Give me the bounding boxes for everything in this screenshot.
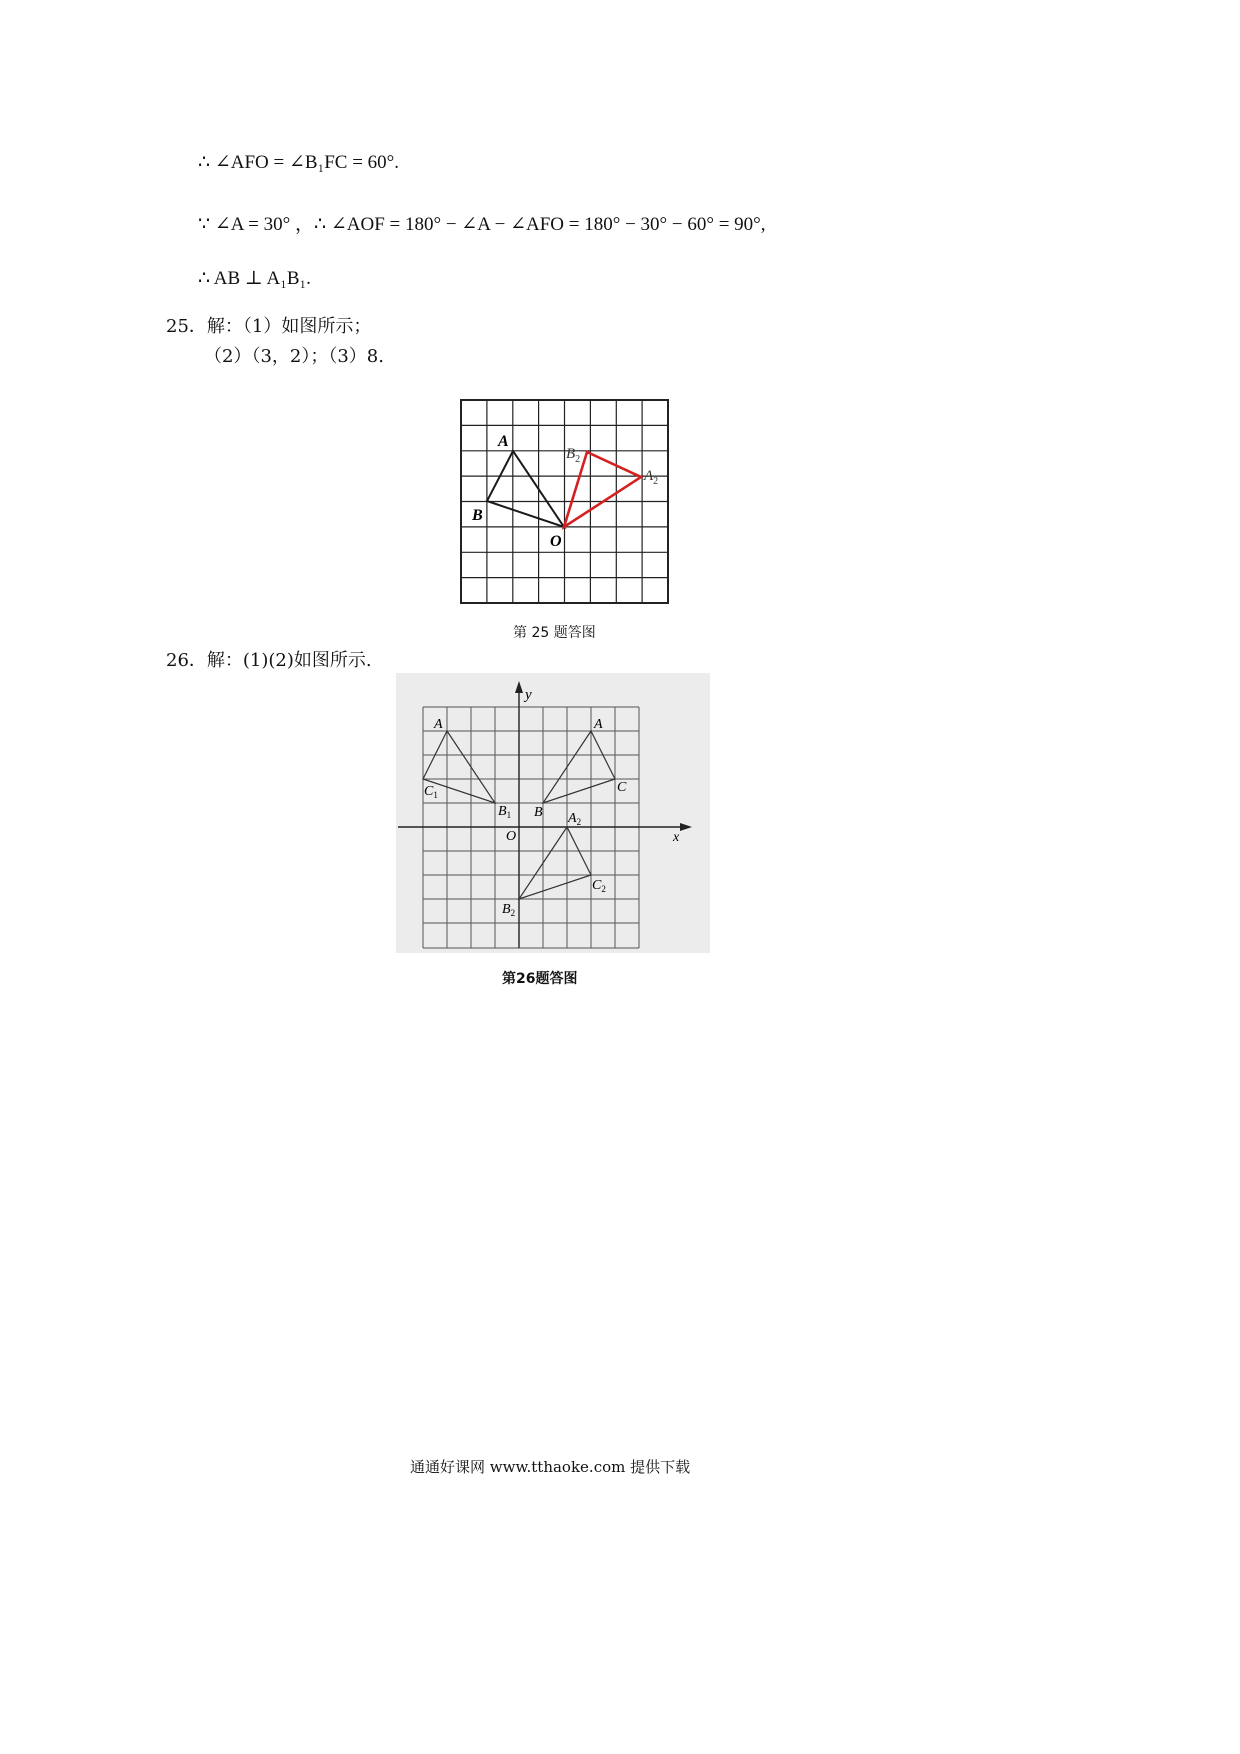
q25-label-a2-sub: 2 [653, 476, 659, 487]
q25-answer: （2）（3，2）；（3）8. [204, 346, 384, 367]
svg-text:B2 [566, 446, 580, 465]
q25-label-b2-sub: 2 [575, 454, 581, 465]
q26-background [396, 673, 710, 953]
q25-label-o: O [550, 533, 562, 550]
page-footer: 通通好课网 www.tthaoke.com 提供下载 [410, 1458, 691, 1476]
q26-label-b: B [534, 805, 543, 820]
q26-heading: 26．解：(1)(2)如图所示. [166, 650, 372, 671]
q26-label-c: C [617, 780, 627, 795]
q25-label-a2: A [644, 468, 654, 484]
q25-heading: 25．解：（1）如图所示； [166, 316, 372, 337]
q26-label-c2-sub: 2 [601, 884, 606, 894]
q26-label-y: y [525, 687, 532, 703]
q25-label-a: A [498, 433, 509, 450]
svg-text:A2 [643, 468, 658, 487]
q25-figure [458, 397, 672, 607]
q26-label-a2: A [568, 811, 577, 826]
q26-label-a: A [594, 717, 603, 732]
q26-label-x: x [673, 830, 680, 845]
q26-label-c1-sub: 1 [433, 790, 438, 800]
q26-label-b2: B [502, 902, 511, 917]
q25-grid [461, 400, 668, 603]
q25-label-b: B [472, 507, 483, 524]
q26-label-c2: C [592, 878, 602, 893]
proof-line-1: ∴ ∠AFO = ∠B₁FC = 60°. [198, 152, 400, 173]
q25-triangle-abo [487, 451, 564, 527]
q26-label-o: O [506, 829, 517, 844]
q26-figure [396, 673, 710, 953]
q25-label-b2: B [566, 446, 576, 462]
q26-label-c1: C [424, 784, 434, 799]
q26-label-a2-sub: 2 [576, 817, 582, 827]
proof-line-2: ∵ ∠A = 30° ，∴ ∠AOF = 180° − ∠A − ∠AFO = 180° − 30° − 60° = 90°, [198, 214, 766, 235]
q26-caption: 第26题答图 [502, 971, 578, 987]
q26-label-b2-sub: 2 [510, 908, 516, 918]
proof-line-3: ∴ AB ⊥ A₁B₁. [198, 268, 311, 289]
q26-label-b1: B [498, 804, 507, 819]
q25-caption: 第 25 题答图 [513, 625, 596, 641]
q26-label-a1: A [434, 717, 443, 732]
q26-label-b1-sub: 1 [506, 810, 512, 820]
